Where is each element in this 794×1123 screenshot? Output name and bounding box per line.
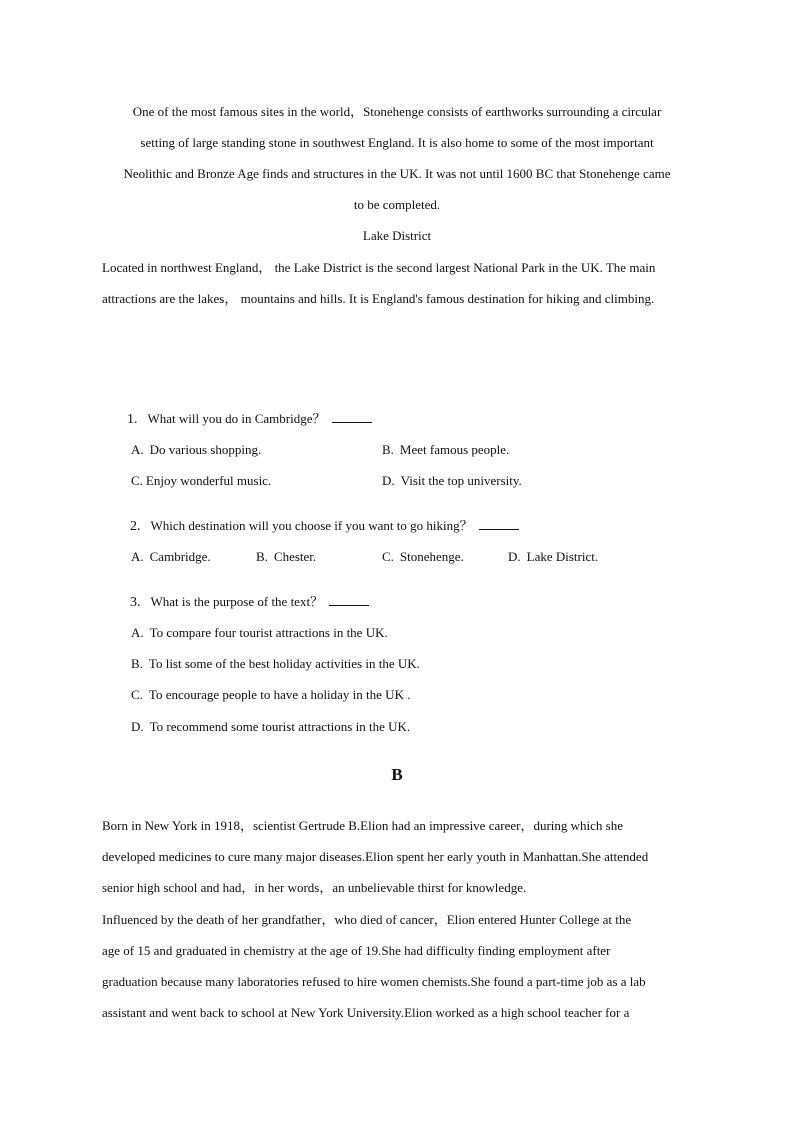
question-number: 3.	[130, 595, 141, 610]
option-3a[interactable]: A. To compare four tourist attractions in the UK.	[131, 625, 388, 640]
section-b-p2-line-4: assistant and went back to school at New York University.Elion worked as a high school teacher for a	[102, 1005, 630, 1020]
question-number: 2.	[130, 519, 141, 534]
lake-district-title: Lake District	[362, 228, 432, 243]
section-b-p1-line-1: Born in New York in 1918，scientist Gertrude B.Elion had an impressive career，during which she	[102, 818, 623, 833]
answer-blank[interactable]	[332, 410, 372, 423]
option-3d[interactable]: D. To recommend some tourist attractions in the UK.	[131, 719, 411, 734]
question-text: What will you do in Cambridge？	[147, 411, 326, 426]
stonehenge-line-1: One of the most famous sites in the world，Stonehenge consists of earthworks surrounding a circular	[132, 104, 662, 119]
question-1	[127, 410, 372, 429]
section-b-heading: B	[391, 765, 403, 784]
option-1b[interactable]: B. Meet famous people.	[382, 442, 510, 457]
section-b-p2-line-3: graduation because many laboratories refused to hire women chemists.She found a part-time job as a lab	[102, 974, 646, 989]
lake-district-line-2: attractions are the lakes， mountains and hills. It is England's famous destination for hiking and climbing.	[102, 291, 655, 306]
answer-blank[interactable]	[329, 593, 369, 606]
option-1c[interactable]: C. Enjoy wonderful music.	[131, 473, 272, 488]
section-b-p2-line-2: age of 15 and graduated in chemistry at the age of 19.She had difficulty finding employment after	[102, 943, 611, 958]
option-3c[interactable]: C. To encourage people to have a holiday in the UK .	[131, 687, 411, 702]
option-1a[interactable]: A. Do various shopping.	[131, 442, 262, 457]
stonehenge-line-3: Neolithic and Bronze Age finds and structures in the UK. It was not until 1600 BC that Stonehenge came	[123, 166, 671, 181]
option-2c[interactable]: C. Stonehenge.	[382, 549, 464, 564]
answer-blank[interactable]	[479, 517, 519, 530]
section-b-p2-line-1: Influenced by the death of her grandfather，who died of cancer，Elion entered Hunter College at the	[102, 912, 632, 927]
question-text: What is the purpose of the text？	[150, 594, 324, 609]
question-3	[130, 593, 369, 612]
option-3b[interactable]: B. To list some of the best holiday activities in the UK.	[131, 656, 420, 671]
option-1d[interactable]: D. Visit the top university.	[382, 473, 522, 488]
option-2a[interactable]: A. Cambridge.	[131, 549, 211, 564]
question-text: Which destination will you choose if you want to go hiking？	[150, 518, 473, 533]
stonehenge-line-2: setting of large standing stone in southwest England. It is also home to some of the most important	[140, 135, 654, 150]
option-2d[interactable]: D. Lake District.	[508, 549, 599, 564]
section-b-p1-line-2: developed medicines to cure many major diseases.Elion spent her early youth in Manhattan.She attended	[102, 849, 649, 864]
section-b-p1-line-3: senior high school and had，in her words，an unbelievable thirst for knowledge.	[102, 880, 527, 895]
option-2b[interactable]: B. Chester.	[256, 549, 317, 564]
stonehenge-line-4: to be completed.	[353, 197, 441, 212]
lake-district-line-1: Located in northwest England， the Lake District is the second largest National Park in the UK. The main	[102, 260, 656, 275]
question-2	[130, 517, 519, 536]
question-number: 1.	[127, 412, 138, 427]
